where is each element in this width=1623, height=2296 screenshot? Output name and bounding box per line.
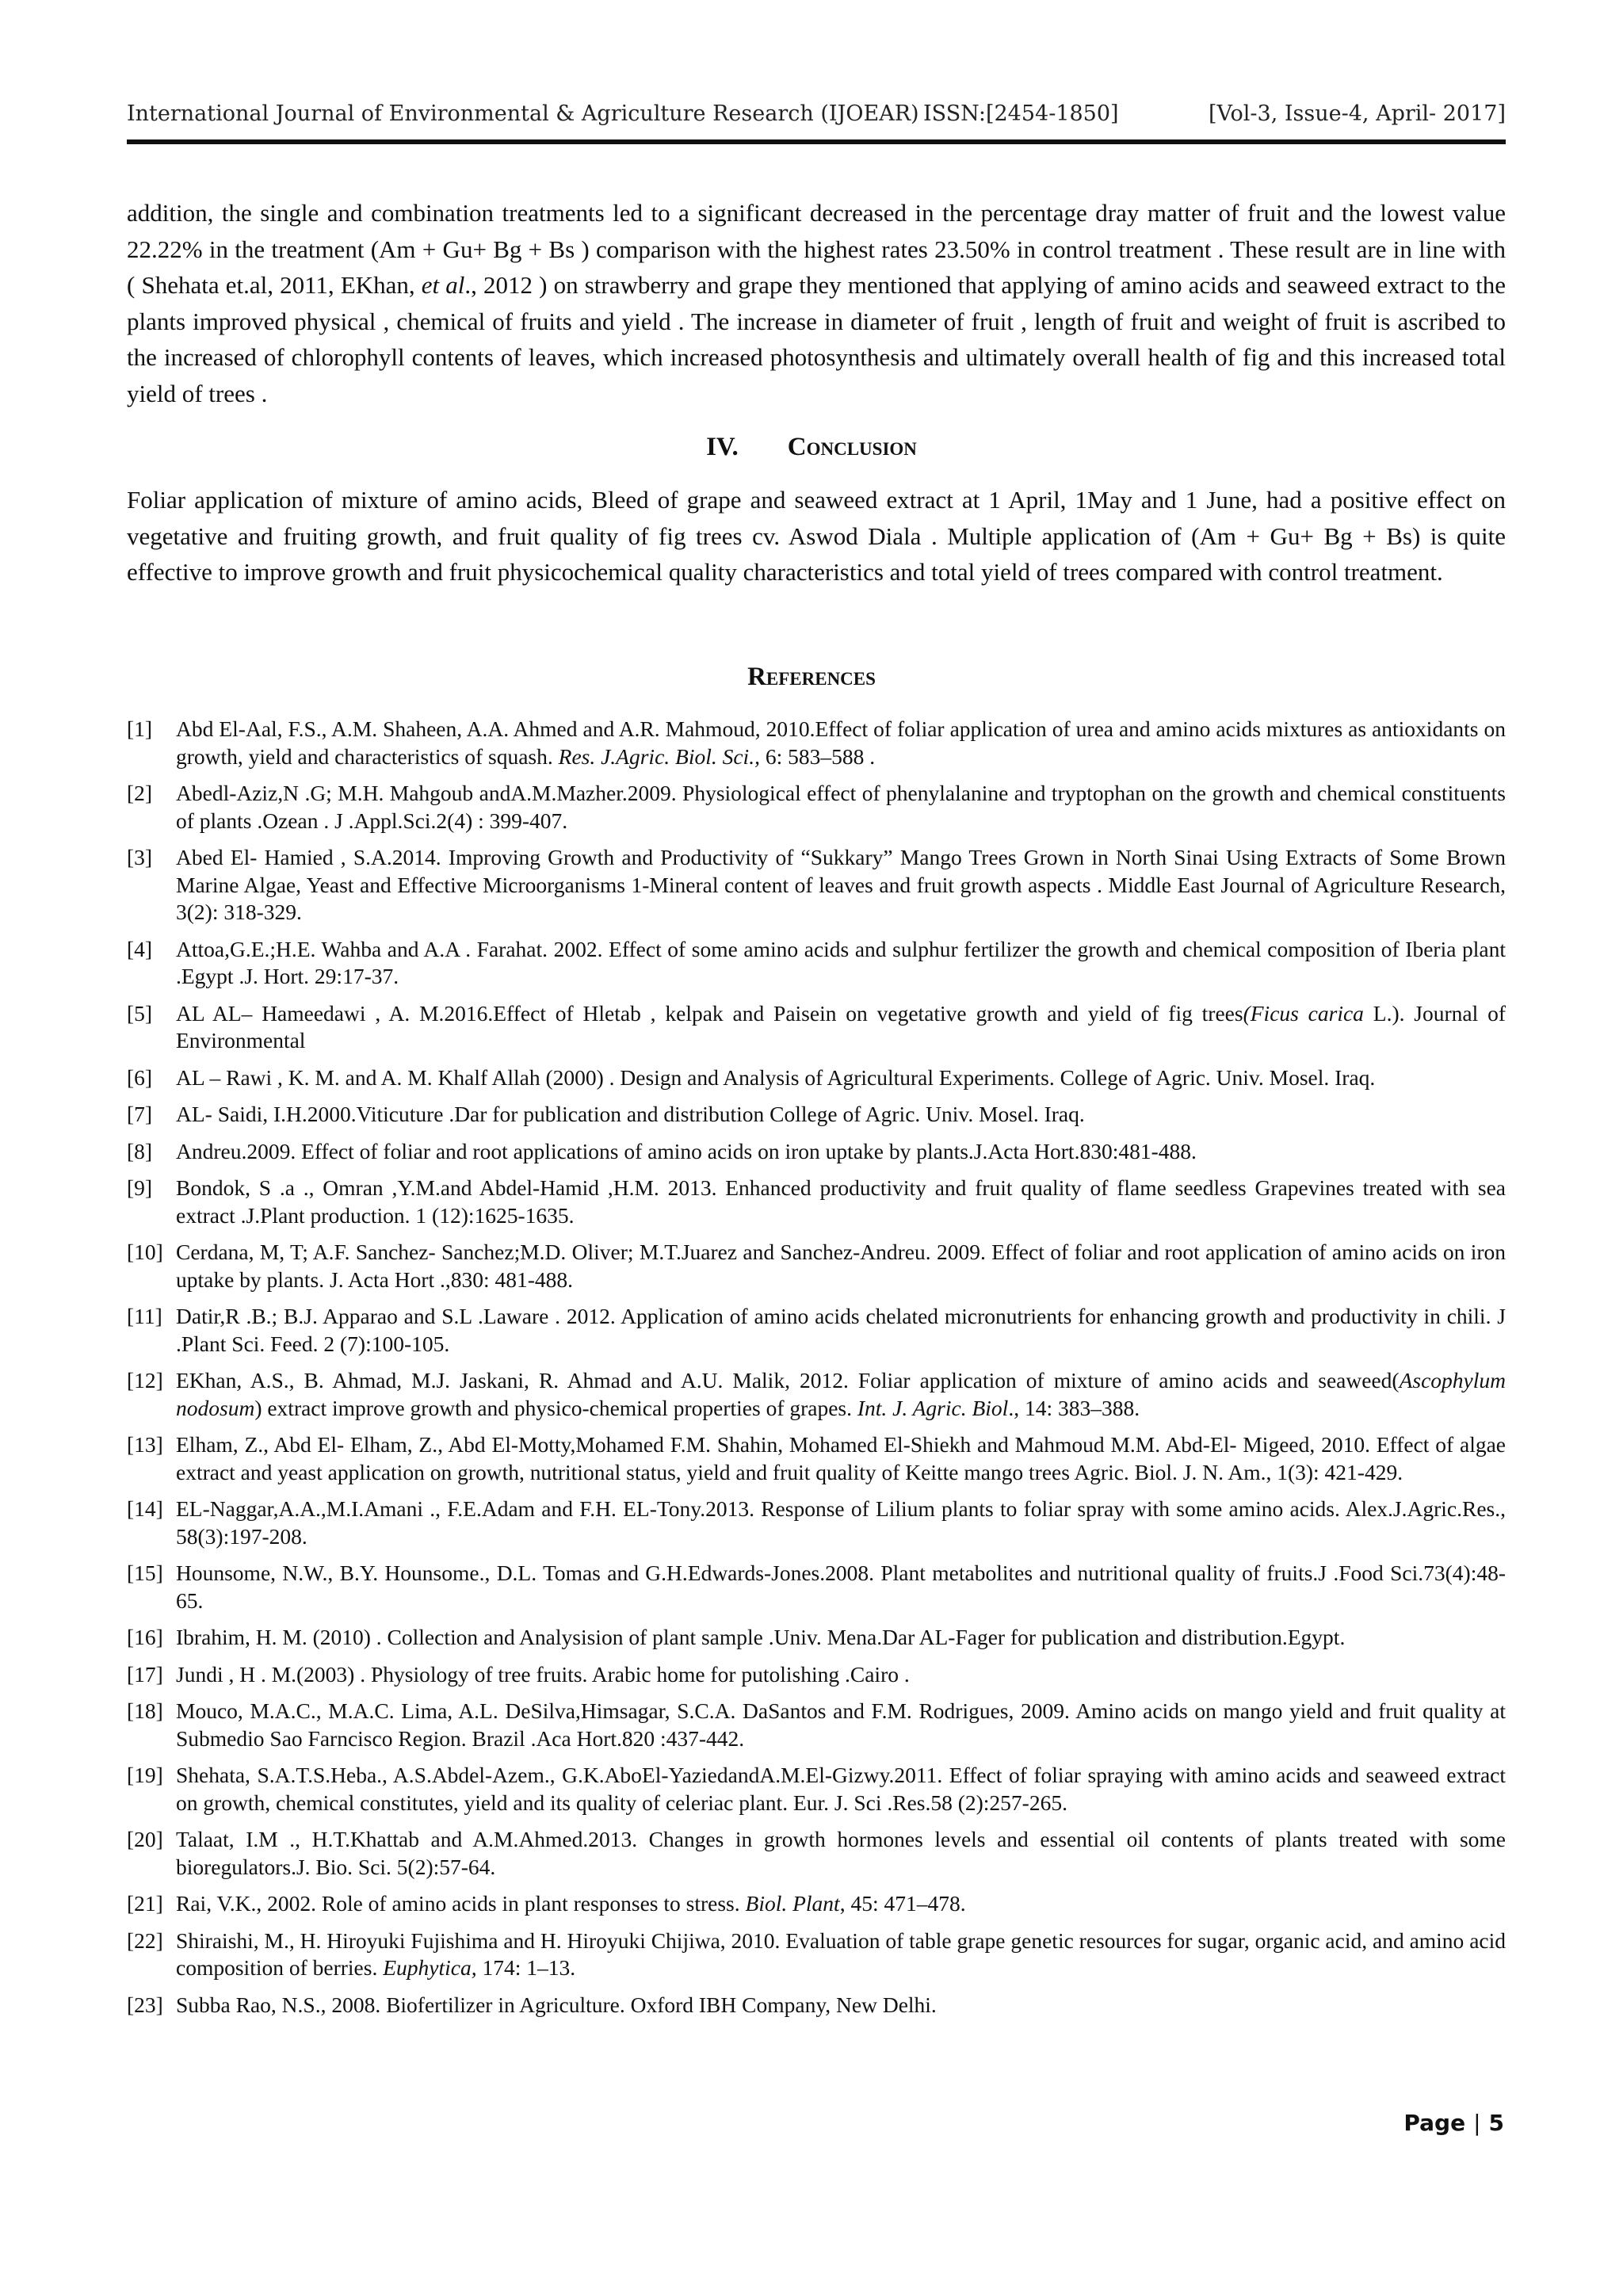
reference-number: [20] <box>127 1827 163 1851</box>
section-title: Conclusion <box>787 433 917 461</box>
reference-item: [20] Talaat, I.M ., H.T.Khattab and A.M.Ahmed.2013. Changes in growth hormones levels and essential oil contents of plants treated with some bioregulators.J. Bio. Sci. 5(2):57-64. <box>127 1827 1506 1879</box>
reference-item: [13] Elham, Z., Abd El- Elham, Z., Abd El-Motty,Mohamed F.M. Shahin, Mohamed El-Shiekh and Mahmoud M.M. Abd-El- Migeed, 2010. Effect of algae extract and yeast application on growth, nutritional status, yield and fruit quality of Keitte mango trees Agric. Biol. J. N. Am., 1(3): 421-429. <box>127 1432 1506 1484</box>
reference-item: [7] AL- Saidi, I.H.2000.Viticuture .Dar for publication and distribution College of Agric. Univ. Mosel. Iraq. <box>127 1101 1506 1129</box>
reference-number: [18] <box>127 1698 163 1723</box>
volume-issue: [Vol-3, Issue-4, April- 2017] <box>1208 101 1506 126</box>
reference-number: [23] <box>127 1992 163 2017</box>
reference-number: [16] <box>127 1625 163 1649</box>
reference-number: [22] <box>127 1927 163 1953</box>
reference-number: [2] <box>127 781 153 805</box>
reference-item: [11] Datir,R .B.; B.J. Apparao and S.L .Laware . 2012. Application of amino acids chelated micronutrients for enhancing growth and productivity in chili. J .Plant Sci. Feed. 2 (7):100-105. <box>127 1304 1506 1356</box>
reference-number: [10] <box>127 1240 163 1264</box>
reference-item: [22] Shiraishi, M., H. Hiroyuki Fujishima and H. Hiroyuki Chijiwa, 2010. Evaluation of table grape genetic resources for sugar, organic acid, and amino acid composition of berries. Euphytica, 174: 1–13. <box>127 1927 1506 1980</box>
reference-item: [8] Andreu.2009. Effect of foliar and root applications of amino acids on iron uptake by plants.J.Acta Hort.830:481-488. <box>127 1138 1506 1166</box>
reference-item: [2] Abedl-Aziz,N .G; M.H. Mahgoub andA.M.Mazher.2009. Physiological effect of phenylalanine and tryptophan on the growth and chemical constituents of plants .Ozean . J .Appl.Sci.2(4) : 399-407. <box>127 781 1506 833</box>
reference-number: [8] <box>127 1138 153 1163</box>
reference-number: [4] <box>127 936 153 961</box>
reference-number: [1] <box>127 716 153 741</box>
issn: ISSN:[2454-1850] <box>923 101 1119 126</box>
reference-item: [18] Mouco, M.A.C., M.A.C. Lima, A.L. DeSilva,Himsagar, S.C.A. DaSantos and F.M. Rodrigues, 2009. Amino acids on mango yield and fruit quality at Submedio Sao Farncisco Region. Brazil .Aca Hort.820 :437-442. <box>127 1698 1506 1751</box>
reference-item: [17] Jundi , H . M.(2003) . Physiology of tree fruits. Arabic home for putolishing .Cairo . <box>127 1661 1506 1689</box>
reference-number: [12] <box>127 1368 163 1392</box>
reference-item: [1] Abd El-Aal, F.S., A.M. Shaheen, A.A. Ahmed and A.R. Mahmoud, 2010.Effect of foliar application of urea and amino acids mixtures as antioxidants on growth, yield and characteristics of squash. Res. J.Agric. Biol. Sci., 6: 583–588 . <box>127 716 1506 769</box>
reference-item: [23] Subba Rao, N.S., 2008. Biofertilizer in Agriculture. Oxford IBH Company, New Delhi. <box>127 1992 1506 2019</box>
reference-number: [9] <box>127 1175 153 1200</box>
reference-item: [16] Ibrahim, H. M. (2010) . Collection and Analysision of plant sample .Univ. Mena.Dar AL-Fager for publication and distribution.Egypt. <box>127 1624 1506 1652</box>
reference-number: [19] <box>127 1763 163 1787</box>
reference-list <box>127 716 1506 2028</box>
reference-number: [7] <box>127 1102 153 1126</box>
reference-item: [5] AL AL– Hameedawi , A. M.2016.Effect of Hletab , kelpak and Paisein on vegetative growth and yield of fig trees(Ficus carica L.). Journal of Environmental <box>127 1000 1506 1052</box>
reference-item: [6] AL – Rawi , K. M. and A. M. Khalf Allah (2000) . Design and Analysis of Agricultural Experiments. College of Agric. Univ. Mosel. Iraq. <box>127 1064 1506 1092</box>
reference-number: [5] <box>127 1000 153 1026</box>
reference-item: [3] Abed El- Hamied , S.A.2014. Improving Growth and Productivity of “Sukkary” Mango Trees Grown in North Sinai Using Extracts of Some Brown Marine Algae, Yeast and Effective Microorganisms 1-Mineral content of leaves and fruit growth aspects . Middle East Journal of Agriculture Research, 3(2): 318-329. <box>127 845 1506 924</box>
reference-item: [12] EKhan, A.S., B. Ahmad, M.J. Jaskani, R. Ahmad and A.U. Malik, 2012. Foliar application of mixture of amino acids and seaweed(Ascophylum nodosum) extract improve growth and physico-chemical properties of grapes. Int. J. Agric. Biol., 14: 383–388. <box>127 1368 1506 1420</box>
reference-item: [19] Shehata, S.A.T.S.Heba., A.S.Abdel-Azem., G.K.AboEl-YaziedandA.M.El-Gizwy.2011. Effect of foliar spraying with amino acids and seaweed extract on growth, chemical constitutes, yield and its quality of celeriac plant. Eur. J. Sci .Res.58 (2):257-265. <box>127 1763 1506 1815</box>
reference-number: [6] <box>127 1064 153 1090</box>
reference-number: [21] <box>127 1891 163 1916</box>
running-header <box>127 98 1506 138</box>
reference-item: [21] Rai, V.K., 2002. Role of amino acids in plant responses to stress. Biol. Plant, 45: 471–478. <box>127 1890 1506 1918</box>
reference-number: [11] <box>127 1304 162 1328</box>
section-number: IV. <box>706 433 739 461</box>
intro-paragraph: addition, the single and combination treatments led to a significant decreased in the percentage dray matter of fruit and the lowest value 22.22% in the treatment (Am + Gu+ Bg + Bs ) comparison with the highest rates 23.50% in control treatment . These result are in line with ( Shehata et.al, 2011, EKhan, et al., 2012 ) on strawberry and grape they mentioned that applying of amino acids and seaweed extract to the plants improved physical , chemical of fruits and yield . The increase in diameter of fruit , length of fruit and weight of fruit is ascribed to the increased of chlorophyll contents of leaves, which increased photosynthesis and ultimately overall health of fig and this increased total yield of trees . <box>127 199 1506 407</box>
journal-name: International Journal of Environmental & Agriculture Research (IJOEAR) <box>127 101 919 126</box>
header-rule <box>127 139 1506 144</box>
page-number: 5 <box>1488 2110 1504 2136</box>
reference-item: [4] Attoa,G.E.;H.E. Wahba and A.A . Farahat. 2002. Effect of some amino acids and sulphur fertilizer the growth and chemical composition of Iberia plant .Egypt .J. Hort. 29:17-37. <box>127 936 1506 988</box>
reference-item: [15] Hounsome, N.W., B.Y. Hounsome., D.L. Tomas and G.H.Edwards-Jones.2008. Plant metabolites and nutritional quality of fruits.J .Food Sci.73(4):48-65. <box>127 1561 1506 1613</box>
references-title: References <box>747 663 876 691</box>
page-label: Page <box>1403 2110 1466 2136</box>
conclusion-heading <box>0 433 1623 462</box>
et-al: et al <box>421 271 465 299</box>
conclusion-paragraph: Foliar application of mixture of amino acids, Bleed of grape and seaweed extract at 1 April, 1May and 1 June, had a positive effect on vegetative and fruiting growth, and fruit quality of fig trees cv. Aswod Diala . Multiple application of (Am + Gu+ Bg + Bs) is quite effective to improve growth and fruit physicochemical quality characteristics and total yield of trees compared with control treatment. <box>127 486 1506 586</box>
reference-number: [14] <box>127 1496 163 1521</box>
references-heading <box>0 663 1623 692</box>
reference-number: [3] <box>127 845 153 869</box>
reference-number: [15] <box>127 1561 163 1585</box>
reference-number: [17] <box>127 1661 163 1687</box>
reference-item: [9] Bondok, S .a ., Omran ,Y.M.and Abdel-Hamid ,H.M. 2013. Enhanced productivity and fruit quality of flame seedless Grapevines treated with sea extract .J.Plant production. 1 (12):1625-1635. <box>127 1175 1506 1228</box>
page-separator: | <box>1473 2110 1481 2136</box>
page-footer <box>1403 2110 1504 2136</box>
reference-item: [10] Cerdana, M, T; A.F. Sanchez- Sanchez;M.D. Oliver; M.T.Juarez and Sanchez-Andreu. 2009. Effect of foliar and root application of amino acids on iron uptake by plants. J. Acta Hort .,830: 481-488. <box>127 1240 1506 1292</box>
reference-item: [14] EL-Naggar,A.A.,M.I.Amani ., F.E.Adam and F.H. EL-Tony.2013. Response of Lilium plants to foliar spray with some amino acids. Alex.J.Agric.Res., 58(3):197-208. <box>127 1496 1506 1549</box>
reference-number: [13] <box>127 1432 163 1457</box>
